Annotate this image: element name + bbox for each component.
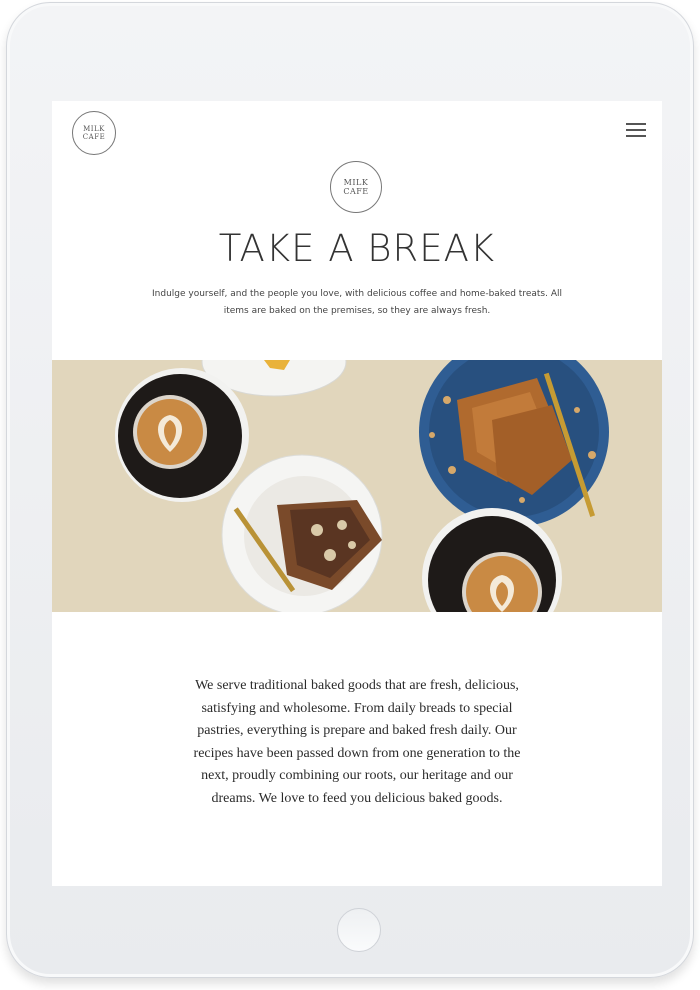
tablet-frame (6, 2, 694, 978)
about-line: satisfying and wholesome. From daily breads to special (201, 700, 513, 716)
page-title: TAKE A BREAK (218, 227, 496, 270)
about-line: next, proudly combining our roots, our heritage and our (201, 768, 513, 783)
intro-text (142, 286, 572, 320)
screen (52, 101, 662, 886)
header-logo-line1: MILK (83, 125, 105, 133)
about-line: We serve traditional baked goods that are fresh, delicious, (195, 678, 519, 693)
about-line: recipes have been passed down from one generation to the (193, 745, 521, 761)
hamburger-menu-icon[interactable] (626, 123, 646, 137)
header-logo-line2: CAFE (82, 133, 106, 141)
hero-logo-line2: CAFE (343, 187, 369, 196)
about-line: dreams. We love to feed you delicious baked goods. (211, 790, 503, 806)
hero-logo-line1: MILK (343, 178, 369, 187)
intro-line-1: Indulge yourself, and the people you love, with delicious coffee and home-baked treats. All (152, 289, 562, 299)
about-paragraph (172, 675, 542, 810)
intro-line-2: items are baked on the premises, so they are always fresh. (223, 306, 491, 316)
about-line: pastries, everything is prepare and baked fresh daily. Our (197, 723, 517, 738)
coffee-cup-left (115, 368, 249, 502)
tablet-home-button[interactable] (337, 908, 381, 952)
header-logo[interactable] (72, 111, 116, 155)
hero-logo (330, 161, 382, 213)
hero-food-image (52, 360, 662, 612)
waffle-plate-center (222, 455, 382, 612)
